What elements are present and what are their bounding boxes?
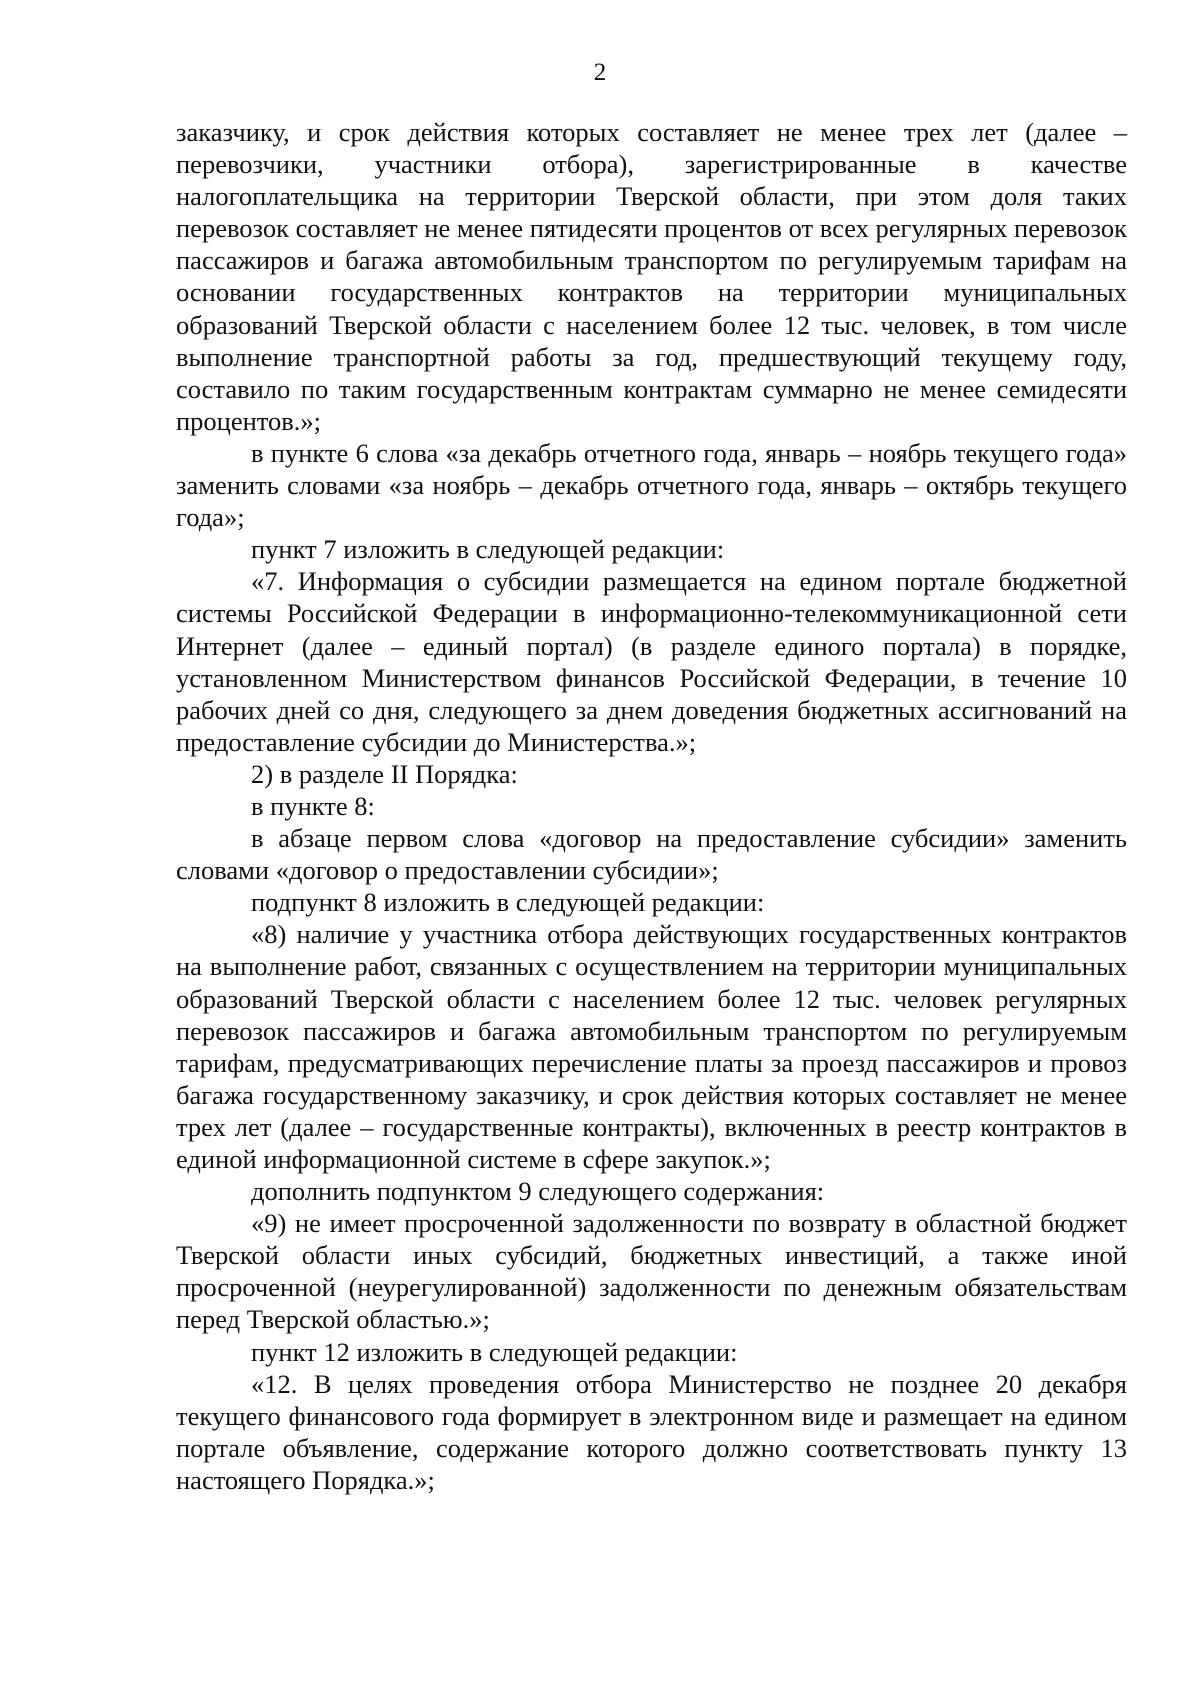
paragraph: в пункте 8: [251,790,375,821]
paragraph: пункт 12 изложить в следующей редакции: [251,1336,738,1367]
paragraph: подпункт 8 изложить в следующей редакции: [251,887,765,918]
paragraph: «9) не имеет просроченной задолженности по возврату в областной бюджет Тверской области иных субсидий, бюджетных инвестиций, а также иной просроченной (неурегулированной) задолженности по денежным обязательствам перед Тверской областью.»; [176,1208,1127,1335]
paragraph: «12. В целях проведения отбора Министерство не позднее 20 декабря текущего финансового года формирует в электронном виде и размещает на едином портале объявление, содержание которого должно соответствовать пункту 13 настоящего Порядка.»; [176,1368,1127,1495]
paragraph: 2) в разделе II Порядка: [251,758,518,789]
paragraph: «8) наличие у участника отбора действующих государственных контрактов на выполнение работ, связанных с осуществлением на территории муниципальных образований Тверской области с населением более 12 тыс. человек регулярных перевозок пассажиров и багажа автомобильным транспортом по регулируемым тарифам, предусматривающих перечисление платы за проезд пассажиров и провоз багажа государственному заказчику, и срок действия которых составляет не менее трех лет (далее – государственные контракты), включенных в реестр контрактов в единой информационной системе в сфере закупок.»; [176,919,1127,1174]
paragraph: заказчику, и срок действия которых составляет не менее трех лет (далее – перевозчики, участники отбора), зарегистрированные в качестве налогоплательщика на территории Тверской области, при этом доля таких перевозок составляет не менее пятидесяти процентов от всех регулярных перевозок пассажиров и багажа автомобильным транспортом по регулируемым тарифам на основании государственных контрактов на территории муниципальных образований Тверской области с населением более 12 тыс. человек, в том числе выполнение транспортной работы за год, предшествующий текущему году, составило по таким государственным контрактам суммарно не менее семидесяти процентов.»; [176,117,1127,436]
paragraph: «7. Информация о субсидии размещается на едином портале бюджетной системы Российской Федерации в информационно-телекоммуникационной сети Интернет (далее – единый портал) (в разделе единого портала) в порядке, установленном Министерством финансов Российской Федерации, в течение 10 рабочих дней со дня, следующего за днем доведения бюджетных ассигнований на предоставление субсидии до Министерства.»; [176,566,1127,757]
page-number: 2 [593,59,607,86]
document-body [176,116,1127,1496]
paragraph: дополнить подпунктом 9 следующего содержания: [251,1176,825,1207]
paragraph: в пункте 6 слова «за декабрь отчетного года, январь – ноябрь текущего года» заменить словами «за ноябрь – декабрь отчетного года, январь – октябрь текущего года»; [176,437,1127,533]
paragraph: в абзаце первом слова «договор на предоставление субсидии» заменить словами «договор о предоставлении субсидии»; [176,823,1127,886]
paragraph: пункт 7 изложить в следующей редакции: [251,534,725,565]
